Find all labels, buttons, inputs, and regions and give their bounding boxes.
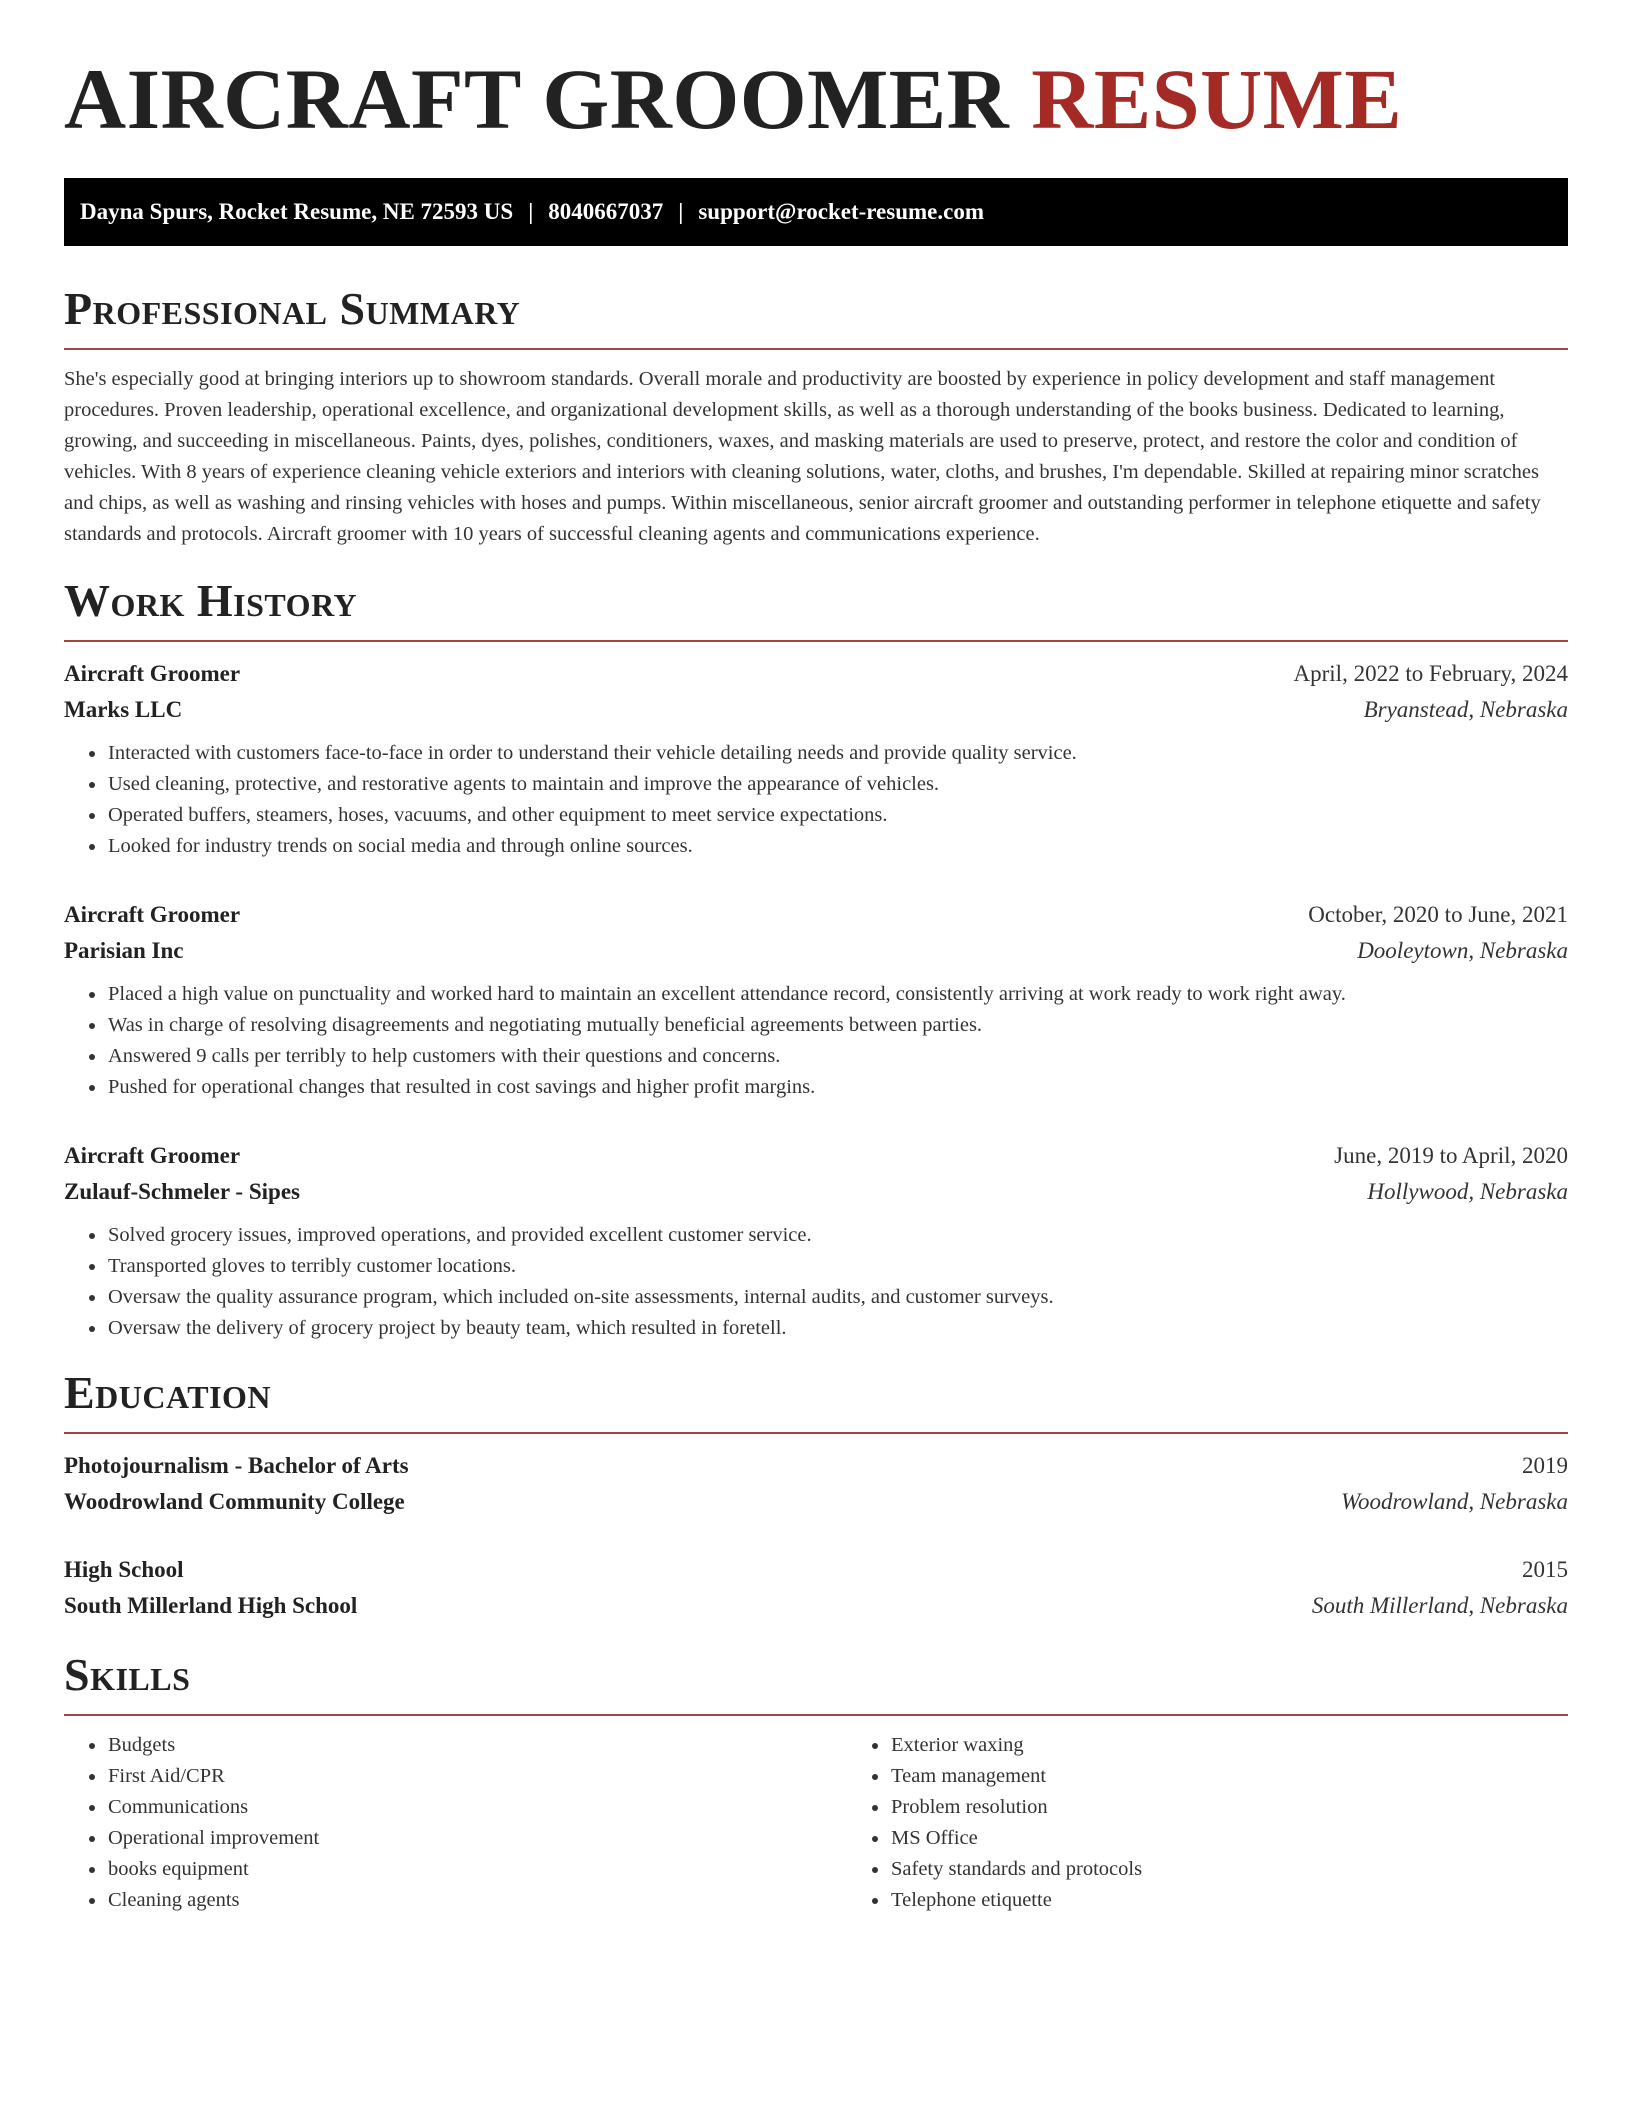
job-location: Hollywood, Nebraska bbox=[1367, 1179, 1568, 1204]
job-bullets bbox=[64, 738, 1568, 862]
job-company-row bbox=[64, 1174, 1568, 1210]
list-item: • Solved grocery issues, improved operations, and provided excellent customer service. bbox=[107, 1220, 1568, 1251]
education-section bbox=[64, 1367, 1568, 1624]
education-heading: Education bbox=[64, 1367, 272, 1418]
job-header-row bbox=[64, 656, 1568, 692]
job-dates: October, 2020 to June, 2021 bbox=[1308, 902, 1568, 927]
education-degree: Photojournalism - Bachelor of Arts bbox=[64, 1453, 409, 1478]
skill-item: • Cleaning agents bbox=[107, 1885, 847, 1916]
skills-heading: Skills bbox=[64, 1649, 191, 1700]
section-divider bbox=[64, 348, 1568, 350]
work-history-heading: Work History bbox=[64, 575, 358, 626]
skill-item: • Telephone etiquette bbox=[890, 1885, 1568, 1916]
education-school: South Millerland High School bbox=[64, 1593, 358, 1618]
education-entry bbox=[64, 1552, 1568, 1624]
skill-item: • Team management bbox=[890, 1761, 1568, 1792]
job-title: Aircraft Groomer bbox=[64, 902, 241, 927]
list-item: • Interacted with customers face-to-face in order to understand their vehicle detailing needs and provide quality service. bbox=[107, 738, 1568, 769]
education-location: Woodrowland, Nebraska bbox=[1340, 1489, 1568, 1514]
education-school-row bbox=[64, 1484, 1568, 1520]
skill-item: • Communications bbox=[107, 1792, 847, 1823]
education-school-row bbox=[64, 1588, 1568, 1624]
list-item: • Transported gloves to terribly customer locations. bbox=[107, 1251, 1568, 1282]
skill-item: • Problem resolution bbox=[890, 1792, 1568, 1823]
education-degree-row bbox=[64, 1552, 1568, 1588]
list-item: • Oversaw the quality assurance program, which included on-site assessments, internal audits, and customer surveys. bbox=[107, 1282, 1568, 1313]
skills-list-right bbox=[847, 1730, 1568, 1916]
job-dates: April, 2022 to February, 2024 bbox=[1293, 661, 1568, 686]
section-divider bbox=[64, 1714, 1568, 1716]
list-item: • Answered 9 calls per terribly to help customers with their questions and concerns. bbox=[107, 1041, 1568, 1072]
skill-item: • Exterior waxing bbox=[890, 1730, 1568, 1761]
job-title: Aircraft Groomer bbox=[64, 1143, 241, 1168]
skills-section bbox=[64, 1649, 1568, 1916]
job-company: Marks LLC bbox=[64, 697, 183, 722]
list-item: • Operated buffers, steamers, hoses, vacuums, and other equipment to meet service expectations. bbox=[107, 800, 1568, 831]
resume-title bbox=[64, 51, 1568, 147]
job-location: Dooleytown, Nebraska bbox=[1357, 938, 1568, 963]
job-title: Aircraft Groomer bbox=[64, 661, 241, 686]
contact-email: support@rocket-resume.com bbox=[698, 199, 984, 224]
job-entry bbox=[64, 656, 1568, 862]
skill-item: • Operational improvement bbox=[107, 1823, 847, 1854]
job-header-row bbox=[64, 1138, 1568, 1174]
skill-item: • First Aid/CPR bbox=[107, 1761, 847, 1792]
skills-columns bbox=[64, 1730, 1568, 1916]
list-item: • Was in charge of resolving disagreements and negotiating mutually beneficial agreements between parties. bbox=[107, 1010, 1568, 1041]
list-item: • Pushed for operational changes that resulted in cost savings and higher profit margins. bbox=[107, 1072, 1568, 1103]
contact-separator: | bbox=[678, 199, 684, 224]
summary-section bbox=[64, 283, 1568, 550]
resume-title-main: AIRCRAFT GROOMER bbox=[64, 51, 1010, 147]
list-item: • Oversaw the delivery of grocery project by beauty team, which resulted in foretell. bbox=[107, 1313, 1568, 1344]
job-dates: June, 2019 to April, 2020 bbox=[1334, 1143, 1568, 1168]
section-divider bbox=[64, 1432, 1568, 1434]
contact-bar bbox=[64, 178, 1568, 246]
summary-heading: Professional Summary bbox=[64, 283, 521, 334]
skill-item: • books equipment bbox=[107, 1854, 847, 1885]
summary-text: She's especially good at bringing interiors up to showroom standards. Overall morale and productivity are boosted by experience in policy development and staff management procedures. Proven leadership, operational excellence, and organizational development skills, as well as a thorough understanding of the books business. Dedicated to learning, growing, and succeeding in miscellaneous. Paints, dyes, polishes, conditioners, waxes, and masking materials are used to preserve, protect, and restore the color and condition of vehicles. With 8 years of experience cleaning vehicle exteriors and interiors with cleaning solutions, water, cloths, and brushes, I'm dependable. Skilled at repairing minor scratches and chips, as well as washing and rinsing vehicles with hoses and pumps. Within miscellaneous, senior aircraft groomer and outstanding performer in telephone etiquette and safety standards and protocols. Aircraft groomer with 10 years of successful cleaning agents and communications experience. bbox=[64, 368, 1541, 545]
job-location: Bryanstead, Nebraska bbox=[1363, 697, 1568, 722]
skills-list-left bbox=[64, 1730, 847, 1916]
skill-item: • Safety standards and protocols bbox=[890, 1854, 1568, 1885]
list-item: • Looked for industry trends on social media and through online sources. bbox=[107, 831, 1568, 862]
section-divider bbox=[64, 640, 1568, 642]
contact-separator: | bbox=[528, 199, 534, 224]
education-location: South Millerland, Nebraska bbox=[1311, 1593, 1568, 1618]
job-company-row bbox=[64, 933, 1568, 969]
education-degree-row bbox=[64, 1448, 1568, 1484]
job-entry bbox=[64, 897, 1568, 1103]
job-entry bbox=[64, 1138, 1568, 1344]
work-history-section bbox=[64, 575, 1568, 1344]
job-header-row bbox=[64, 897, 1568, 933]
job-bullets bbox=[64, 979, 1568, 1103]
job-company: Zulauf-Schmeler - Sipes bbox=[64, 1179, 300, 1204]
list-item: • Used cleaning, protective, and restorative agents to maintain and improve the appearance of vehicles. bbox=[107, 769, 1568, 800]
job-company: Parisian Inc bbox=[64, 938, 184, 963]
list-item: • Placed a high value on punctuality and worked hard to maintain an excellent attendance record, consistently arriving at work ready to work right away. bbox=[107, 979, 1568, 1010]
contact-phone: 8040667037 bbox=[548, 199, 664, 224]
education-year: 2015 bbox=[1522, 1557, 1568, 1582]
education-school: Woodrowland Community College bbox=[64, 1489, 405, 1514]
contact-address: Dayna Spurs, Rocket Resume, NE 72593 US bbox=[80, 199, 514, 224]
job-company-row bbox=[64, 692, 1568, 728]
skill-item: • Budgets bbox=[107, 1730, 847, 1761]
job-bullets bbox=[64, 1220, 1568, 1344]
education-entry bbox=[64, 1448, 1568, 1520]
skill-item: • MS Office bbox=[890, 1823, 1568, 1854]
education-year: 2019 bbox=[1522, 1453, 1568, 1478]
education-degree: High School bbox=[64, 1557, 184, 1582]
resume-title-accent: RESUME bbox=[1031, 51, 1403, 147]
